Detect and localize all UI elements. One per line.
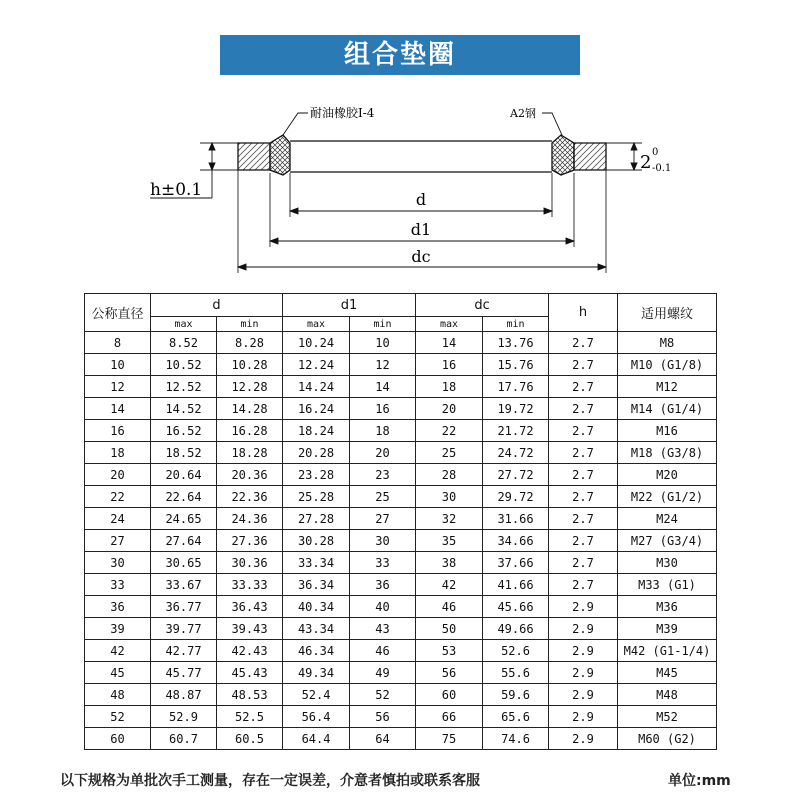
table-row [85,574,717,596]
cell-d1-min: 14 [350,376,416,398]
cell-dc-max: 28 [416,464,483,486]
left-section [238,135,290,175]
cell-d1-max: 10.24 [283,332,350,354]
cell-thread: M10 (G1/8) [618,354,717,376]
cell-h: 2.9 [549,684,618,706]
cell-d1-min: 46 [350,640,416,662]
cell-nominal: 10 [85,354,151,376]
header-d-max: max [151,317,217,332]
cell-h: 2.7 [549,332,618,354]
cell-nominal: 22 [85,486,151,508]
cell-d1-min: 23 [350,464,416,486]
cell-nominal: 45 [85,662,151,684]
cell-d-min: 39.43 [217,618,283,640]
cell-dc-min: 17.76 [483,376,549,398]
cell-dc-max: 50 [416,618,483,640]
table-row [85,684,717,706]
cell-dc-min: 55.6 [483,662,549,684]
cell-d1-min: 20 [350,442,416,464]
cell-d-min: 20.36 [217,464,283,486]
cell-dc-min: 49.66 [483,618,549,640]
cell-d-max: 42.77 [151,640,217,662]
cell-nominal: 30 [85,552,151,574]
specification-table [84,293,717,750]
cell-h: 2.9 [549,662,618,684]
cell-dc-min: 37.66 [483,552,549,574]
d-label: d [415,190,427,209]
header-dc-min: min [483,317,549,332]
cell-d-max: 30.65 [151,552,217,574]
cell-d-max: 12.52 [151,376,217,398]
cell-d1-min: 56 [350,706,416,728]
cell-thread: M39 [618,618,717,640]
cell-d1-min: 40 [350,596,416,618]
thickness-upper-tol: 0 [652,147,659,158]
cell-d1-min: 16 [350,398,416,420]
cell-d1-min: 33 [350,552,416,574]
cell-thread: M52 [618,706,717,728]
cell-d-min: 36.43 [217,596,283,618]
cell-d-max: 20.64 [151,464,217,486]
cell-d1-min: 64 [350,728,416,750]
cell-nominal: 24 [85,508,151,530]
cell-d-max: 27.64 [151,530,217,552]
cell-d1-max: 20.28 [283,442,350,464]
cell-d1-max: 12.24 [283,354,350,376]
cell-dc-max: 20 [416,398,483,420]
cell-d-max: 8.52 [151,332,217,354]
header-d1: d1 [283,294,416,317]
cell-d-max: 48.87 [151,684,217,706]
cell-thread: M12 [618,376,717,398]
cell-dc-max: 66 [416,706,483,728]
cell-thread: M20 [618,464,717,486]
cell-d-max: 60.7 [151,728,217,750]
cell-d-max: 22.64 [151,486,217,508]
header-dc-max: max [416,317,483,332]
cell-nominal: 33 [85,574,151,596]
cell-nominal: 14 [85,398,151,420]
cell-d-max: 16.52 [151,420,217,442]
thickness-lower-tol: -0.1 [652,163,672,174]
table-row [85,552,717,574]
cell-dc-min: 52.6 [483,640,549,662]
table-row [85,464,717,486]
cell-d1-max: 49.34 [283,662,350,684]
cell-h: 2.9 [549,618,618,640]
cell-d-max: 33.67 [151,574,217,596]
table-row [85,640,717,662]
table-body [85,332,717,750]
table-row [85,508,717,530]
cell-dc-max: 30 [416,486,483,508]
cell-dc-max: 22 [416,420,483,442]
table-row [85,596,717,618]
table-row [85,442,717,464]
cell-dc-min: 59.6 [483,684,549,706]
thickness-dimension [631,143,637,170]
cell-thread: M16 [618,420,717,442]
cell-d-min: 14.28 [217,398,283,420]
cell-d1-max: 46.34 [283,640,350,662]
cell-thread: M30 [618,552,717,574]
table-row [85,354,717,376]
cell-d1-max: 36.34 [283,574,350,596]
cell-d-min: 30.36 [217,552,283,574]
right-section [552,135,606,175]
cell-nominal: 8 [85,332,151,354]
cell-h: 2.7 [549,420,618,442]
cell-dc-max: 42 [416,574,483,596]
cell-nominal: 48 [85,684,151,706]
cell-nominal: 36 [85,596,151,618]
bore-lines [290,141,552,172]
cell-d1-max: 14.24 [283,376,350,398]
cell-d-max: 18.52 [151,442,217,464]
cell-h: 2.9 [549,596,618,618]
cell-d-min: 45.43 [217,662,283,684]
cell-h: 2.7 [549,442,618,464]
header-d1-min: min [350,317,416,332]
cell-d-min: 27.36 [217,530,283,552]
header-d: d [151,294,283,317]
cell-nominal: 12 [85,376,151,398]
cell-d1-min: 12 [350,354,416,376]
cell-d-max: 45.77 [151,662,217,684]
header-h: h [549,294,618,332]
cell-dc-max: 56 [416,662,483,684]
cell-d-min: 8.28 [217,332,283,354]
cell-dc-min: 15.76 [483,354,549,376]
table-row [85,420,717,442]
cell-d-min: 33.33 [217,574,283,596]
cell-dc-min: 34.66 [483,530,549,552]
cell-dc-min: 74.6 [483,728,549,750]
washer-cross-section-diagram [0,95,800,285]
steel-label: A2钢 [510,107,536,120]
cell-d-min: 24.36 [217,508,283,530]
cell-dc-max: 35 [416,530,483,552]
dc-label: dc [411,247,431,266]
cell-d1-max: 16.24 [283,398,350,420]
cell-nominal: 42 [85,640,151,662]
header-d-min: min [217,317,283,332]
table-row [85,486,717,508]
cell-nominal: 60 [85,728,151,750]
table-row [85,728,717,750]
cell-thread: M48 [618,684,717,706]
table-row [85,376,717,398]
page-title: 组合垫圈 [220,35,580,75]
header-d1-max: max [283,317,350,332]
cell-dc-min: 13.76 [483,332,549,354]
header-nominal-diameter: 公称直径 [85,294,151,332]
unit-label: 单位:mm [668,773,731,789]
table-row [85,332,717,354]
table-row [85,662,717,684]
cell-dc-max: 38 [416,552,483,574]
cell-h: 2.7 [549,354,618,376]
cell-d1-min: 10 [350,332,416,354]
cell-d-min: 48.53 [217,684,283,706]
cell-d1-min: 49 [350,662,416,684]
cell-d-max: 39.77 [151,618,217,640]
cell-dc-min: 65.6 [483,706,549,728]
cell-d-max: 52.9 [151,706,217,728]
cell-dc-max: 53 [416,640,483,662]
cell-nominal: 20 [85,464,151,486]
table-row [85,530,717,552]
cell-h: 2.7 [549,530,618,552]
cell-dc-min: 41.66 [483,574,549,596]
cell-thread: M18 (G3/8) [618,442,717,464]
cell-nominal: 16 [85,420,151,442]
cell-dc-max: 60 [416,684,483,706]
cell-d-max: 14.52 [151,398,217,420]
h-tolerance-label: h±0.1 [150,180,203,200]
measurement-disclaimer: 以下规格为单批次手工测量，存在一定误差，介意者慎拍或联系客服 [60,773,480,789]
cell-dc-max: 16 [416,354,483,376]
cell-d1-max: 25.28 [283,486,350,508]
cell-dc-min: 31.66 [483,508,549,530]
cell-d1-min: 27 [350,508,416,530]
cell-d-min: 10.28 [217,354,283,376]
cell-h: 2.7 [549,464,618,486]
cell-d1-min: 52 [350,684,416,706]
cell-d-max: 36.77 [151,596,217,618]
cell-h: 2.9 [549,706,618,728]
cell-thread: M14 (G1/4) [618,398,717,420]
cell-h: 2.7 [549,376,618,398]
cell-d-min: 18.28 [217,442,283,464]
cell-h: 2.7 [549,508,618,530]
cell-dc-max: 75 [416,728,483,750]
cell-nominal: 18 [85,442,151,464]
cell-d-max: 24.65 [151,508,217,530]
cell-thread: M36 [618,596,717,618]
cell-d1-min: 30 [350,530,416,552]
cell-d1-max: 64.4 [283,728,350,750]
table-row [85,398,717,420]
cell-d-min: 16.28 [217,420,283,442]
table-row [85,706,717,728]
cell-dc-min: 21.72 [483,420,549,442]
cell-thread: M60 (G2) [618,728,717,750]
cell-d1-max: 43.34 [283,618,350,640]
header-thread: 适用螺纹 [618,294,717,332]
cell-thread: M8 [618,332,717,354]
cell-dc-min: 27.72 [483,464,549,486]
cell-h: 2.7 [549,574,618,596]
cell-d1-max: 27.28 [283,508,350,530]
cell-d1-min: 18 [350,420,416,442]
cell-d1-max: 18.24 [283,420,350,442]
table-row [85,618,717,640]
cell-d-min: 60.5 [217,728,283,750]
cell-h: 2.7 [549,398,618,420]
cell-d1-min: 43 [350,618,416,640]
cell-dc-max: 18 [416,376,483,398]
cell-dc-max: 25 [416,442,483,464]
cell-thread: M27 (G3/4) [618,530,717,552]
cell-dc-max: 46 [416,596,483,618]
cell-d-min: 12.28 [217,376,283,398]
thickness-value: 2 [640,152,652,173]
cell-dc-max: 14 [416,332,483,354]
cell-d1-max: 56.4 [283,706,350,728]
cell-thread: M42 (G1-1/4) [618,640,717,662]
cell-nominal: 27 [85,530,151,552]
rubber-label: 耐油橡胶I-4 [310,106,375,120]
cell-d1-max: 23.28 [283,464,350,486]
cell-nominal: 39 [85,618,151,640]
cell-dc-min: 24.72 [483,442,549,464]
header-dc: dc [416,294,549,317]
cell-d-max: 10.52 [151,354,217,376]
cell-d1-max: 40.34 [283,596,350,618]
cell-d1-min: 25 [350,486,416,508]
cell-dc-min: 29.72 [483,486,549,508]
cell-d1-max: 52.4 [283,684,350,706]
cell-d1-max: 33.34 [283,552,350,574]
cell-d-min: 42.43 [217,640,283,662]
cell-d-min: 22.36 [217,486,283,508]
cell-thread: M22 (G1/2) [618,486,717,508]
cell-dc-min: 19.72 [483,398,549,420]
cell-thread: M33 (G1) [618,574,717,596]
cell-thread: M24 [618,508,717,530]
cell-h: 2.9 [549,640,618,662]
cell-dc-max: 32 [416,508,483,530]
cell-d-min: 52.5 [217,706,283,728]
cell-dc-min: 45.66 [483,596,549,618]
cell-h: 2.7 [549,552,618,574]
d1-label: d1 [410,220,432,239]
cell-thread: M45 [618,662,717,684]
cell-nominal: 52 [85,706,151,728]
cell-h: 2.7 [549,486,618,508]
cell-d1-max: 30.28 [283,530,350,552]
cell-h: 2.9 [549,728,618,750]
cell-d1-min: 36 [350,574,416,596]
